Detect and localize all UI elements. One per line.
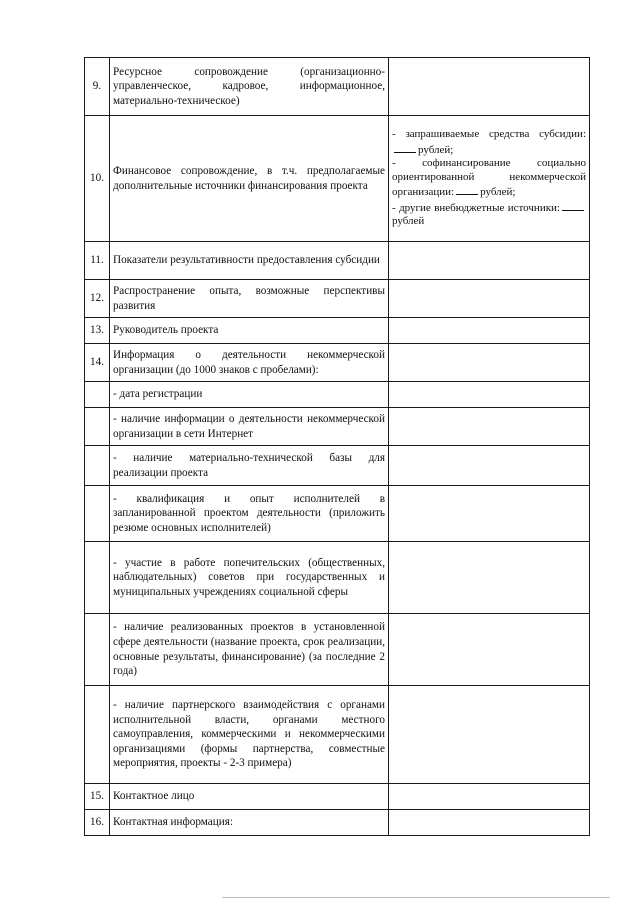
row-number [85, 614, 110, 686]
table-row [85, 810, 590, 836]
row-number [85, 446, 110, 486]
other-sources-line [392, 200, 586, 229]
row-description: Информация о деятельности некоммерческой организации (до 1000 знаков с пробелами): [110, 344, 389, 382]
row-description: - наличие материально-технической базы для реализации проекта [110, 446, 389, 486]
table-row [85, 784, 590, 810]
row-number: 15. [85, 784, 110, 810]
row-description: Контактная информация: [110, 810, 389, 836]
row-value-field[interactable] [389, 116, 590, 242]
row-number [85, 486, 110, 542]
other-sources-line-label: - другие внебюджетные источники: [392, 201, 560, 214]
page-bottom-rule [222, 897, 610, 898]
row-value-field[interactable] [389, 542, 590, 614]
table-row [85, 614, 590, 686]
table-row [85, 344, 590, 382]
cofinancing-line-label: - софинансирование социально ориентированной некоммерческой организации: [392, 157, 586, 199]
table-row [85, 446, 590, 486]
row-value-field[interactable] [389, 58, 590, 116]
requested-subsidy-line-unit: рублей; [418, 143, 454, 156]
other-sources-line-amount-blank[interactable] [562, 200, 584, 211]
row-number [85, 382, 110, 408]
table-row [85, 318, 590, 344]
row-number: 10. [85, 116, 110, 242]
cofinancing-line-amount-blank[interactable] [456, 184, 478, 195]
row-description: Руководитель проекта [110, 318, 389, 344]
row-description: Показатели результативности предоставления субсидии [110, 242, 389, 280]
row-description: - наличие информации о деятельности некоммерческой организации в сети Интернет [110, 408, 389, 446]
row-value-field[interactable] [389, 318, 590, 344]
row-value-field[interactable] [389, 382, 590, 408]
row-value-field[interactable] [389, 280, 590, 318]
row-description: Контактное лицо [110, 784, 389, 810]
requested-subsidy-line-label: - запрашиваемые средства субсидии: [392, 127, 586, 140]
requested-subsidy-line-amount-blank[interactable] [394, 142, 416, 153]
row-value-field[interactable] [389, 446, 590, 486]
row-value-field[interactable] [389, 784, 590, 810]
row-number: 16. [85, 810, 110, 836]
row-description: - дата регистрации [110, 382, 389, 408]
table-row [85, 542, 590, 614]
row-number [85, 542, 110, 614]
cofinancing-line [392, 157, 586, 200]
table-row [85, 242, 590, 280]
requested-subsidy-line [392, 128, 586, 157]
table-row [85, 58, 590, 116]
row-description: Ресурсное сопровождение (организационно-управленческое, кадровое, информационное, материально-техническое) [110, 58, 389, 116]
other-sources-line-unit: рублей [392, 215, 425, 228]
row-value-field[interactable] [389, 486, 590, 542]
row-description: - квалификация и опыт исполнителей в запланированной проектом деятельности (приложить резюме основных исполнителей) [110, 486, 389, 542]
row-description: Распространение опыта, возможные перспективы развития [110, 280, 389, 318]
table-row [85, 382, 590, 408]
table-row [85, 116, 590, 242]
table-row [85, 408, 590, 446]
row-number [85, 686, 110, 784]
row-value-field[interactable] [389, 408, 590, 446]
row-number: 14. [85, 344, 110, 382]
row-number: 9. [85, 58, 110, 116]
row-value-field[interactable] [389, 242, 590, 280]
row-value-field[interactable] [389, 810, 590, 836]
row-number [85, 408, 110, 446]
row-value-field[interactable] [389, 614, 590, 686]
row-description: - участие в работе попечительских (общественных, наблюдательных) советов при государственных и муниципальных учреждениях социальной сферы [110, 542, 389, 614]
table-row [85, 280, 590, 318]
row-number: 11. [85, 242, 110, 280]
row-description: - наличие реализованных проектов в установленной сфере деятельности (название проекта, срок реализации, основные результаты, финансирование) (за последние 2 года) [110, 614, 389, 686]
row-number: 13. [85, 318, 110, 344]
row-number: 12. [85, 280, 110, 318]
row-description: - наличие партнерского взаимодействия с органами исполнительной власти, органами местного самоуправления, коммерческими и некоммерческими организациями (формы партнерства, совместные мероприятия, проекты - 2-3 примера) [110, 686, 389, 784]
application-form-table [84, 57, 590, 836]
cofinancing-line-unit: рублей; [480, 186, 516, 199]
table-row [85, 486, 590, 542]
row-value-field[interactable] [389, 686, 590, 784]
table-body [85, 58, 590, 836]
table-row [85, 686, 590, 784]
row-description: Финансовое сопровождение, в т.ч. предполагаемые дополнительные источники финансирования проекта [110, 116, 389, 242]
row-value-field[interactable] [389, 344, 590, 382]
